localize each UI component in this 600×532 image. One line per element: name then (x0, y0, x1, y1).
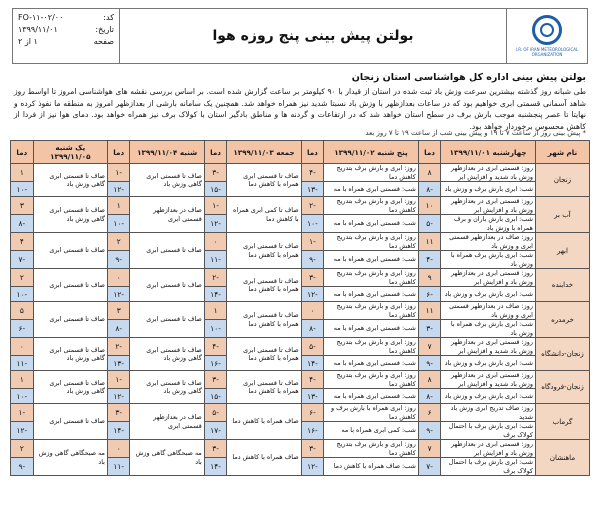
day4-max-temp: -۳ (107, 404, 130, 422)
col-day4: شنبه ۱۳۹۹/۱۱/۰۴ (130, 141, 204, 164)
page-label: صفحه (93, 37, 114, 46)
day1-night-forecast: شب: ابری بارش برف همراه با وزش باد (441, 320, 536, 338)
document-title: بولتن پیش بینی پنج روزه هوا (212, 28, 414, 44)
day1-day-forecast: روز: قسمتی ابری در بعدازظهر وزش باد شدید و افزایش ابر (441, 338, 536, 356)
city-name: ابهر (535, 233, 589, 269)
table-row (11, 197, 590, 215)
day2-night-forecast: شب: صاف همراه با کاهش دما (324, 458, 419, 476)
day2-night-forecast: شب: قسمتی ابری همراه با مه (324, 356, 419, 371)
day4-min-temp: -۸ (107, 320, 130, 338)
day2-night-forecast: شب: قسمتی ابری همراه با مه (324, 320, 419, 338)
day1-min-temp: -۳ (418, 320, 441, 338)
city-name: آب بر (535, 197, 589, 233)
table-row (11, 371, 590, 389)
col-temp: دما (11, 141, 34, 164)
day1-max-temp: ۱۱ (418, 233, 441, 251)
day5-max-temp: ۳ (11, 197, 34, 215)
day4-forecast: صاف تا قسمتی ابری گاهی وزش باد (130, 164, 204, 197)
day5-forecast: صاف تا قسمتی ابری گاهی وزش باد (33, 197, 107, 233)
day5-min-temp: -۱۰ (11, 389, 34, 404)
day4-min-temp: -۱۱ (107, 458, 130, 476)
day2-min-temp: -۱۴ (301, 356, 324, 371)
table-row (11, 269, 590, 287)
day1-min-temp: -۹ (418, 422, 441, 440)
day3-forecast: صاف همراه با کاهش دما (227, 440, 301, 476)
day2-day-forecast: روز: ابری و بارش برف بتدریج کاهش دما (324, 440, 419, 458)
col-temp: دما (301, 141, 324, 164)
day4-max-temp: ۰ (107, 269, 130, 287)
bulletin-summary: طی شبانه روز گذشته بیشترین سرعت وزش باد ثبت شده در استان از قیدار با ۹۰ کیلومتر بر ساعت گزارش شده است. بر اساس بررسی نقشه های هواشناسی امروز تا اواسط روز شاهد آسمانی قسمتی ابری خواهیم بود که در ساعات بعدازظهر با وزش باد نسبتا شدید نیز همراه خواهد شد. همچنین یک سامانه بارشی از بعدازظهر امروز به منطقه ما نفوذ کرده و نهایتا تا عصر پنجشنبه موجب بارش برف در سطح استان خواهد شد که در ارتفاعات و گردنه ها و مناطق بادگیر استان با کولاک برف نیز همراه خواهد بود. دمای هوا نیز از فردا از کاهش محسوس برخوردار خواهد بود. (14, 87, 587, 131)
day5-forecast: صاف تا قسمتی ابری گاهی وزش باد (33, 338, 107, 371)
day2-min-temp: -۱۳ (301, 389, 324, 404)
day1-max-temp: ۷ (418, 338, 441, 356)
day1-day-forecast: روز: صاف تدریج ابری وزش باد شدید (441, 404, 536, 422)
day4-max-temp: -۱ (107, 164, 130, 182)
day3-max-temp: -۱ (204, 197, 227, 215)
day5-forecast: صاف تا قسمتی ابری گاهی وزش باد (33, 164, 107, 197)
day2-day-forecast: روز: ابری و بارش برف بتدریج کاهش دما (324, 164, 419, 182)
day3-min-temp: -۱۰ (204, 320, 227, 338)
day3-max-temp: ۰ (204, 233, 227, 251)
day1-max-temp: ۸ (418, 371, 441, 389)
day2-max-temp: -۳ (301, 269, 324, 287)
day5-min-temp: -۱۰ (11, 182, 34, 197)
day5-max-temp: ۱ (11, 164, 34, 182)
day5-min-temp: -۱۲ (11, 422, 34, 440)
day2-min-temp: -۱۶ (301, 422, 324, 440)
logo-icon (532, 15, 562, 45)
day4-max-temp: ۰ (107, 440, 130, 458)
day1-day-forecast: روز: قسمتی ابری در بعدازظهر وزش باد شدید و افزایش ابر (441, 371, 536, 389)
day1-night-forecast: شب: ابری بارش برف همراه با وزش باد (441, 251, 536, 269)
day1-min-temp: -۶ (418, 287, 441, 302)
logo-text: I.R. OF IRAN METEOROLOGICAL ORGANIZATION (515, 47, 579, 57)
day4-max-temp: ۳ (107, 302, 130, 320)
day1-max-temp: ۷ (418, 440, 441, 458)
day3-forecast: صاف تا قسمتی ابری همراه با کاهش دما (227, 233, 301, 269)
day1-day-forecast: روز: قسمتی ابری در بعدازظهر وزش باد شدید و افزایش ابر (441, 164, 536, 182)
day1-day-forecast: روز: صاف در بعدازظهر قسمتی ابری و وزش باد (441, 302, 536, 320)
day1-min-temp: -۹ (418, 356, 441, 371)
day3-min-temp: -۱۴ (204, 458, 227, 476)
day3-forecast: صاف تا قسمتی ابری همراه با کاهش دما (227, 302, 301, 338)
day2-max-temp: ۰ (301, 302, 324, 320)
day4-min-temp: -۱۰ (107, 215, 130, 233)
day1-day-forecast: روز: قسمتی ابری در بعدازظهر وزش باد و افزایش ابر (441, 440, 536, 458)
day1-min-temp: -۷ (418, 458, 441, 476)
day2-day-forecast: روز: ابری و بارش برف بتدریج کاهش دما (324, 269, 419, 287)
day1-max-temp: ۶ (418, 404, 441, 422)
day2-night-forecast: شب: قسمتی ابری همراه با مه (324, 287, 419, 302)
document-meta (13, 9, 120, 63)
forecast-body (11, 164, 590, 476)
day2-day-forecast: روز: ابری و بارش برف بتدریج کاهش دما (324, 371, 419, 389)
day3-min-temp: -۱۵ (204, 389, 227, 404)
day1-day-forecast: روز: صاف در بعدازظهر قسمتی ابری و وزش باد (441, 233, 536, 251)
day5-forecast: صاف تا قسمتی ابری (33, 269, 107, 302)
col-day5: یک شنبه ۱۳۹۹/۱۱/۰۵ (33, 141, 107, 164)
day1-night-forecast: شب: ابری بارش برف و وزش باد (441, 389, 536, 404)
day5-forecast: مه صبحگاهی گاهی وزش باد (33, 440, 107, 476)
day5-forecast: صاف تا قسمتی ابری گاهی وزش باد (33, 371, 107, 404)
day5-min-temp: -۶ (11, 320, 34, 338)
day2-night-forecast: شب: کمی ابری همراه با مه (324, 422, 419, 440)
day1-min-temp: -۸ (418, 182, 441, 197)
col-city: نام شهر (535, 141, 589, 164)
day1-night-forecast: شب: ابری بارش باران و برف همراه با وزش باد (441, 215, 536, 233)
day2-day-forecast: روز: ابری و بارش برف بتدریج کاهش دما (324, 233, 419, 251)
day4-max-temp: -۲ (107, 338, 130, 356)
day4-forecast: صاف در بعدازظهر قسمتی ابری (130, 404, 204, 440)
day4-min-temp: -۱۲ (107, 182, 130, 197)
day1-day-forecast: روز: قسمتی ابری در بعدازظهر وزش باد و افزایش ابر (441, 269, 536, 287)
day4-min-temp: -۱۲ (107, 287, 130, 302)
day1-min-temp: -۵ (418, 215, 441, 233)
day3-min-temp: -۱۲ (204, 215, 227, 233)
day3-forecast: صاف تا قسمتی ابری همراه با کاهش دما (227, 164, 301, 197)
city-name: گرماب (535, 404, 589, 440)
day5-min-temp: -۱۰ (11, 287, 34, 302)
day4-max-temp: -۱ (107, 371, 130, 389)
day3-forecast: صاف تا قسمتی ابری همراه با کاهش دما (227, 269, 301, 302)
day4-forecast: مه صبحگاهی گاهی وزش باد (130, 440, 204, 476)
day3-min-temp: -۱۷ (204, 422, 227, 440)
day4-max-temp: ۱ (107, 197, 130, 215)
day3-min-temp: -۱۴ (204, 287, 227, 302)
code-value: FO-۱۱-۰۲/۰۰ (18, 13, 64, 22)
day5-forecast: صاف تا قسمتی ابری (33, 302, 107, 338)
day4-min-temp: -۱۳ (107, 356, 130, 371)
day3-forecast: صاف تا کمی ابری همراه با کاهش دما (227, 197, 301, 233)
day1-max-temp: ۱۰ (418, 197, 441, 215)
day2-night-forecast: شب: قسمتی ابری همراه با مه (324, 182, 419, 197)
day2-min-temp: -۱۲ (301, 458, 324, 476)
day1-night-forecast: شب: ابری بارش برف و وزش باد (441, 287, 536, 302)
day1-max-temp: ۹ (418, 269, 441, 287)
day4-forecast: صاف تا قسمتی ابری (130, 269, 204, 302)
day2-max-temp: -۱ (301, 233, 324, 251)
day2-max-temp: -۳ (301, 440, 324, 458)
col-temp: دما (107, 141, 130, 164)
day2-min-temp: -۱۳ (301, 182, 324, 197)
day1-min-temp: -۴ (418, 251, 441, 269)
city-name: خرمدره (535, 302, 589, 338)
table-header-row (11, 141, 590, 164)
table-row (11, 164, 590, 182)
day3-min-temp: -۱۱ (204, 251, 227, 269)
day3-min-temp: -۱۵ (204, 182, 227, 197)
day3-min-temp: -۱۶ (204, 356, 227, 371)
city-name: ماهنشان (535, 440, 589, 476)
day5-max-temp: ۵ (11, 302, 34, 320)
day2-min-temp: -۸ (301, 320, 324, 338)
day5-max-temp: ۴ (11, 233, 34, 251)
day2-night-forecast: شب: قسمتی ابری همراه با مه (324, 389, 419, 404)
col-day3: جمعه ۱۳۹۹/۱۱/۰۳ (227, 141, 301, 164)
day2-max-temp: -۴ (301, 164, 324, 182)
day2-min-temp: -۱۲ (301, 287, 324, 302)
day2-max-temp: -۵ (301, 338, 324, 356)
day4-min-temp: -۹ (107, 251, 130, 269)
day4-max-temp: ۲ (107, 233, 130, 251)
table-row (11, 302, 590, 320)
day1-min-temp: -۸ (418, 389, 441, 404)
day2-day-forecast: روز: ابری و بارش برف بتدریج کاهش دما (324, 197, 419, 215)
date-label: تاریخ: (95, 25, 114, 34)
day4-forecast: صاف تا قسمتی ابری گاهی وزش باد (130, 371, 204, 404)
day2-day-forecast: روز: ابری همراه با بارش برف و کاهش دما (324, 404, 419, 422)
table-row (11, 404, 590, 422)
day1-night-forecast: شب: ابری بارش برف با احتمال کولاک برف (441, 422, 536, 440)
day4-forecast: صاف تا قسمتی ابری (130, 302, 204, 338)
day1-day-forecast: روز: قسمتی ابری در بعدازظهر وزش باد و افزایش ابر (441, 197, 536, 215)
day5-min-temp: -۷ (11, 251, 34, 269)
day3-max-temp: -۳ (204, 440, 227, 458)
day2-night-forecast: شب: قسمتی ابری همراه با مه (324, 215, 419, 233)
day3-forecast: صاف همراه با کاهش دما (227, 404, 301, 440)
day3-max-temp: -۲ (204, 269, 227, 287)
day3-max-temp: ۱ (204, 302, 227, 320)
day2-night-forecast: شب: قسمتی ابری همراه با مه (324, 251, 419, 269)
day3-max-temp: -۴ (204, 338, 227, 356)
day2-max-temp: -۲ (301, 197, 324, 215)
day1-max-temp: ۸ (418, 164, 441, 182)
day5-forecast: صاف تا قسمتی ابری (33, 233, 107, 269)
day4-forecast: صاف در بعدازظهر قسمتی ابری (130, 197, 204, 233)
col-temp: دما (418, 141, 441, 164)
col-day2: پنج شنبه ۱۳۹۹/۱۱/۰۲ (324, 141, 419, 164)
page-value: ۱ از ۲ (18, 37, 38, 46)
day3-max-temp: -۳ (204, 371, 227, 389)
col-temp: دما (204, 141, 227, 164)
table-row (11, 338, 590, 356)
code-label: کد: (103, 13, 114, 22)
day5-max-temp: ۲ (11, 440, 34, 458)
day2-day-forecast: روز: ابری و بارش برف بتدریج کاهش دما (324, 338, 419, 356)
day5-max-temp: -۱ (11, 404, 34, 422)
forecast-note: * پیش بینی روز از ساعت ۷ تا ۱۹ و پیش بینی شب از ساعت ۱۹ تا ۷ روز بعد (365, 129, 586, 137)
day4-forecast: صاف تا قسمتی ابری گاهی وزش باد (130, 338, 204, 371)
day5-max-temp: ۲ (11, 269, 34, 287)
day2-min-temp: -۱۰ (301, 215, 324, 233)
day1-max-temp: ۱۱ (418, 302, 441, 320)
city-name: زنجان-فرودگاه (535, 371, 589, 404)
day2-day-forecast: روز: ابری و بارش برف بتدریج کاهش دما (324, 302, 419, 320)
table-row (11, 233, 590, 251)
table-row (11, 440, 590, 458)
day1-night-forecast: شب: ابری بارش برف و وزش باد (441, 356, 536, 371)
day3-forecast: صاف تا قسمتی ابری همراه با کاهش دما (227, 338, 301, 371)
day4-min-temp: -۱۲ (107, 389, 130, 404)
col-day1: چهارشنبه ۱۳۹۹/۱۱/۰۱ (441, 141, 536, 164)
document-header (12, 8, 588, 64)
day5-min-temp: -۸ (11, 215, 34, 233)
day1-night-forecast: شب: ابری بارش برف با احتمال کولاک برف (441, 458, 536, 476)
city-name: زنجان (535, 164, 589, 197)
day2-max-temp: -۴ (301, 371, 324, 389)
day3-forecast: صاف تا قسمتی ابری همراه با کاهش دما (227, 371, 301, 404)
day5-min-temp: -۹ (11, 458, 34, 476)
day4-forecast: صاف تا قسمتی ابری (130, 233, 204, 269)
city-name: زنجان-دانشگاه (535, 338, 589, 371)
day5-max-temp: ۱ (11, 371, 34, 389)
bulletin-title: بولتن پیش بینی اداره کل هواشناسی استان زنجان (351, 72, 586, 83)
day5-forecast: صاف تا قسمتی ابری (33, 404, 107, 440)
day5-max-temp: ۰ (11, 338, 34, 356)
forecast-table (10, 140, 590, 476)
city-name: خدابنده (535, 269, 589, 302)
day1-night-forecast: شب: ابری بارش برف و وزش باد (441, 182, 536, 197)
day2-max-temp: -۶ (301, 404, 324, 422)
date-value: ۱۳۹۹/۱۱/۰۱ (18, 25, 58, 34)
day2-min-temp: -۹ (301, 251, 324, 269)
organization-logo (506, 9, 587, 63)
day5-min-temp: -۱۱ (11, 356, 34, 371)
day3-max-temp: -۵ (204, 404, 227, 422)
day4-min-temp: -۱۴ (107, 422, 130, 440)
day3-max-temp: -۳ (204, 164, 227, 182)
